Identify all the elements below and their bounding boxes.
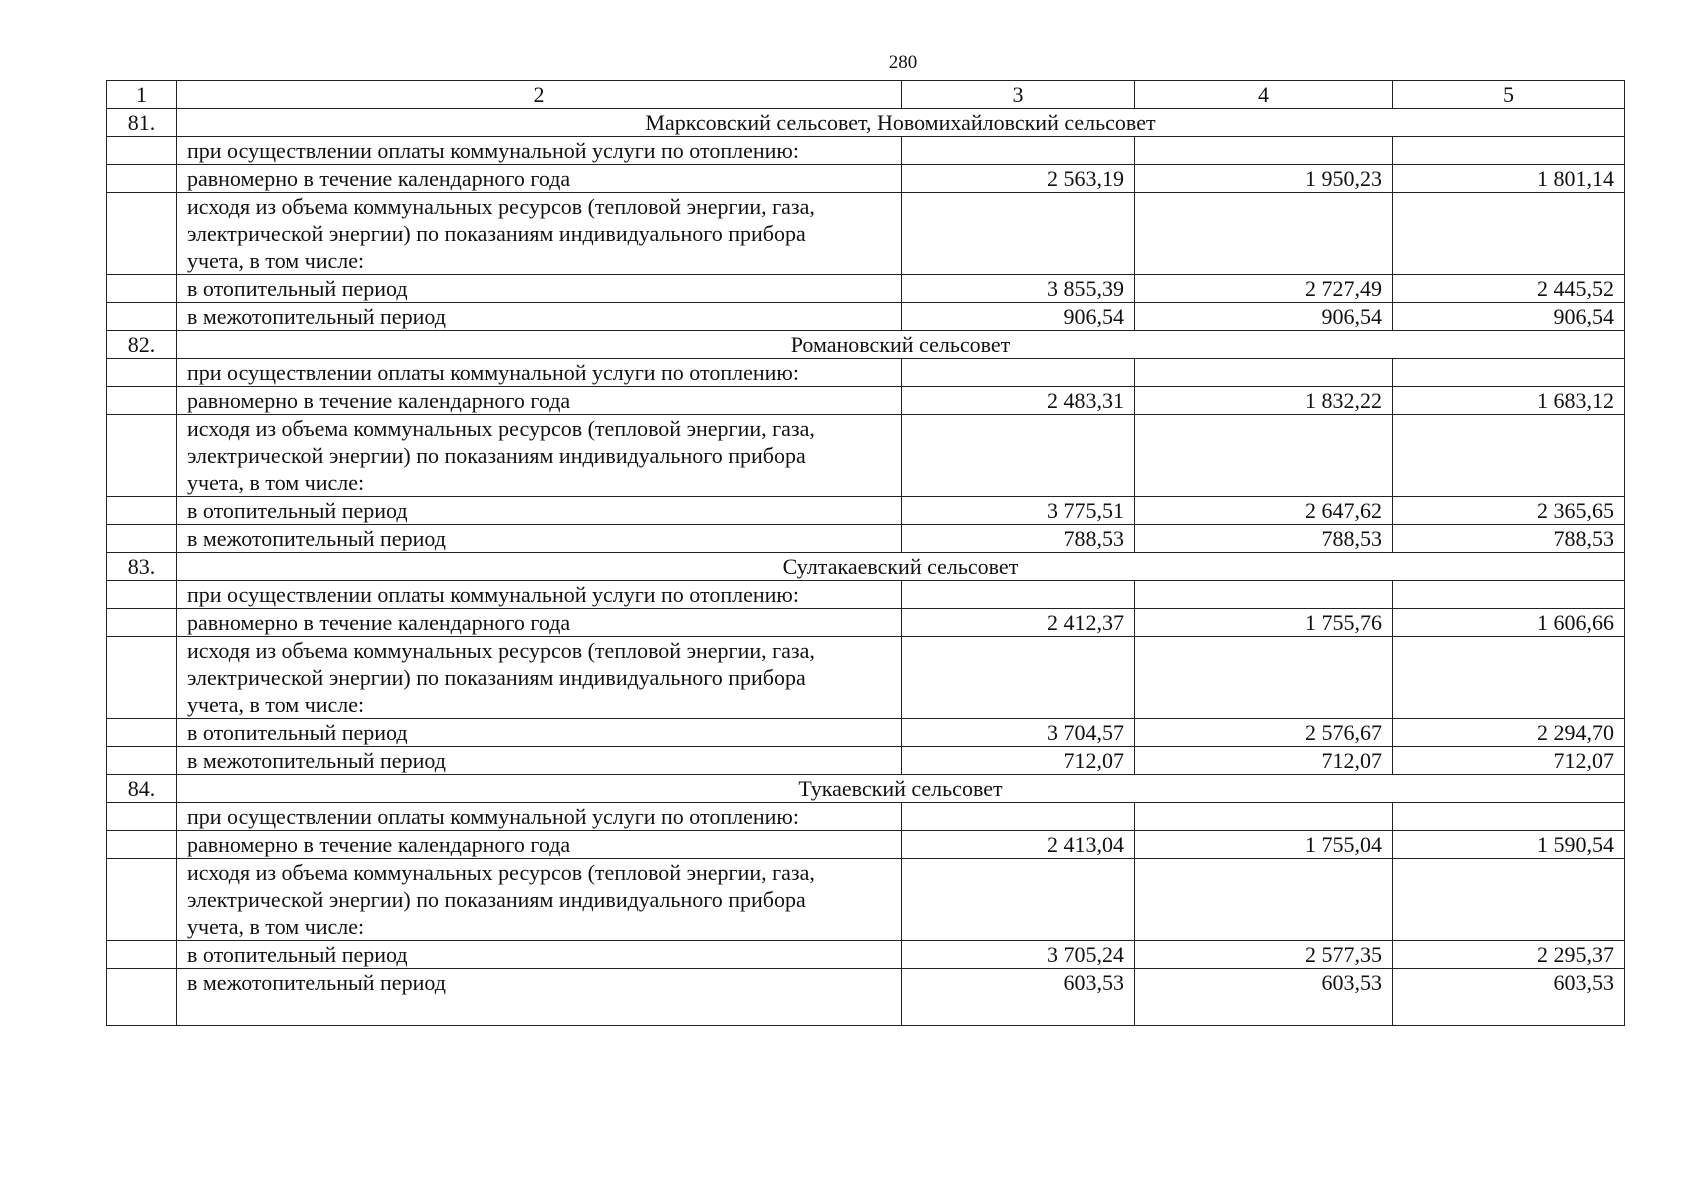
row-label: в отопительный период (177, 497, 902, 525)
row-label-line: электрической энергии) по показаниям индивидуального прибора (187, 887, 806, 912)
empty-cell (107, 415, 177, 497)
empty-cell (902, 415, 1135, 497)
table-row (107, 525, 1625, 553)
tariff-table (106, 80, 1625, 1026)
column-header-3: 3 (902, 81, 1135, 109)
empty-cell (902, 859, 1135, 941)
row-label-line: исходя из объема коммунальных ресурсов (тепловой энергии, газа, (187, 194, 815, 219)
empty-cell (107, 609, 177, 637)
section-row (107, 775, 1625, 803)
table-row (107, 415, 1625, 497)
value-cell: 712,07 (902, 747, 1135, 775)
value-cell: 906,54 (1393, 303, 1625, 331)
table-row (107, 165, 1625, 193)
table-row (107, 275, 1625, 303)
section-name: Тукаевский сельсовет (177, 775, 1625, 803)
empty-cell (107, 303, 177, 331)
row-label: в межотопительный период (177, 525, 902, 553)
empty-cell (107, 359, 177, 387)
table-row (107, 969, 1625, 1026)
table-row (107, 859, 1625, 941)
value-cell: 1 950,23 (1135, 165, 1393, 193)
value-cell: 712,07 (1135, 747, 1393, 775)
empty-cell (107, 941, 177, 969)
value-cell: 2 727,49 (1135, 275, 1393, 303)
table-row (107, 137, 1625, 165)
page-number: 280 (888, 52, 918, 73)
empty-cell (1135, 859, 1393, 941)
row-label: при осуществлении оплаты коммунальной услуги по отоплению: (177, 803, 902, 831)
value-cell: 788,53 (1393, 525, 1625, 553)
table-row (107, 637, 1625, 719)
value-cell: 1 755,04 (1135, 831, 1393, 859)
empty-cell (107, 497, 177, 525)
empty-cell (107, 165, 177, 193)
row-label-line: электрической энергии) по показаниям индивидуального прибора (187, 221, 806, 246)
value-cell: 2 563,19 (902, 165, 1135, 193)
row-label-line: исходя из объема коммунальных ресурсов (тепловой энергии, газа, (187, 638, 815, 663)
empty-cell (107, 581, 177, 609)
row-label: в отопительный период (177, 719, 902, 747)
empty-cell (902, 137, 1135, 165)
empty-cell (1135, 803, 1393, 831)
row-label: в межотопительный период (177, 969, 902, 1026)
column-header-2: 2 (177, 81, 902, 109)
empty-cell (107, 719, 177, 747)
section-row (107, 109, 1625, 137)
empty-cell (1135, 581, 1393, 609)
empty-cell (107, 637, 177, 719)
value-cell: 2 413,04 (902, 831, 1135, 859)
value-cell: 1 606,66 (1393, 609, 1625, 637)
empty-cell (107, 859, 177, 941)
section-row (107, 331, 1625, 359)
row-label-line: исходя из объема коммунальных ресурсов (тепловой энергии, газа, (187, 416, 815, 441)
empty-cell (1393, 137, 1625, 165)
value-cell: 3 704,57 (902, 719, 1135, 747)
row-label-line: электрической энергии) по показаниям индивидуального прибора (187, 443, 806, 468)
section-name: Марксовский сельсовет, Новомихайловский сельсовет (177, 109, 1625, 137)
row-label: равномерно в течение календарного года (177, 831, 902, 859)
table-row (107, 359, 1625, 387)
table-row (107, 497, 1625, 525)
empty-cell (1135, 637, 1393, 719)
value-cell: 2 295,37 (1393, 941, 1625, 969)
value-cell: 1 683,12 (1393, 387, 1625, 415)
value-cell: 788,53 (1135, 525, 1393, 553)
row-label-line: электрической энергии) по показаниям индивидуального прибора (187, 665, 806, 690)
empty-cell (1393, 193, 1625, 275)
empty-cell (107, 803, 177, 831)
value-cell: 1 832,22 (1135, 387, 1393, 415)
value-cell: 603,53 (1135, 969, 1393, 1026)
table-row (107, 303, 1625, 331)
row-label: в межотопительный период (177, 303, 902, 331)
empty-cell (1135, 415, 1393, 497)
value-cell: 2 365,65 (1393, 497, 1625, 525)
empty-cell (1393, 415, 1625, 497)
value-cell: 712,07 (1393, 747, 1625, 775)
table-row (107, 941, 1625, 969)
row-label (177, 859, 902, 941)
row-label-line: исходя из объема коммунальных ресурсов (тепловой энергии, газа, (187, 860, 815, 885)
value-cell: 603,53 (902, 969, 1135, 1026)
row-label (177, 637, 902, 719)
empty-cell (1393, 359, 1625, 387)
empty-cell (902, 637, 1135, 719)
table-row (107, 609, 1625, 637)
row-label: равномерно в течение календарного года (177, 165, 902, 193)
table-row (107, 747, 1625, 775)
empty-cell (1393, 581, 1625, 609)
value-cell: 1 755,76 (1135, 609, 1393, 637)
empty-cell (1135, 137, 1393, 165)
empty-cell (107, 525, 177, 553)
empty-cell (1135, 359, 1393, 387)
empty-cell (107, 137, 177, 165)
section-number: 83. (107, 553, 177, 581)
value-cell: 3 855,39 (902, 275, 1135, 303)
empty-cell (902, 581, 1135, 609)
header-row (107, 81, 1625, 109)
value-cell: 1 801,14 (1393, 165, 1625, 193)
empty-cell (107, 969, 177, 1026)
empty-cell (1393, 637, 1625, 719)
section-row (107, 553, 1625, 581)
table-row (107, 831, 1625, 859)
row-label-line: учета, в том числе: (187, 248, 365, 273)
empty-cell (1135, 193, 1393, 275)
value-cell: 906,54 (902, 303, 1135, 331)
value-cell: 2 576,67 (1135, 719, 1393, 747)
section-number: 81. (107, 109, 177, 137)
value-cell: 2 647,62 (1135, 497, 1393, 525)
row-label: в межотопительный период (177, 747, 902, 775)
column-header-4: 4 (1135, 81, 1393, 109)
empty-cell (107, 831, 177, 859)
table-row (107, 581, 1625, 609)
row-label-line: учета, в том числе: (187, 692, 365, 717)
value-cell: 603,53 (1393, 969, 1625, 1026)
empty-cell (1393, 803, 1625, 831)
empty-cell (107, 747, 177, 775)
table-row (107, 719, 1625, 747)
row-label (177, 415, 902, 497)
empty-cell (107, 387, 177, 415)
empty-cell (1393, 859, 1625, 941)
column-header-1: 1 (107, 81, 177, 109)
value-cell: 2 445,52 (1393, 275, 1625, 303)
empty-cell (902, 803, 1135, 831)
section-name: Романовский сельсовет (177, 331, 1625, 359)
value-cell: 2 483,31 (902, 387, 1135, 415)
value-cell: 788,53 (902, 525, 1135, 553)
empty-cell (107, 275, 177, 303)
row-label: при осуществлении оплаты коммунальной услуги по отоплению: (177, 359, 902, 387)
empty-cell (902, 193, 1135, 275)
value-cell: 3 775,51 (902, 497, 1135, 525)
value-cell: 3 705,24 (902, 941, 1135, 969)
row-label: равномерно в течение календарного года (177, 387, 902, 415)
value-cell: 2 294,70 (1393, 719, 1625, 747)
row-label (177, 193, 902, 275)
section-name: Султакаевский сельсовет (177, 553, 1625, 581)
row-label-line: учета, в том числе: (187, 470, 365, 495)
section-number: 82. (107, 331, 177, 359)
row-label: равномерно в течение календарного года (177, 609, 902, 637)
row-label: в отопительный период (177, 275, 902, 303)
value-cell: 2 412,37 (902, 609, 1135, 637)
column-header-5: 5 (1393, 81, 1625, 109)
row-label: при осуществлении оплаты коммунальной услуги по отоплению: (177, 137, 902, 165)
table-row (107, 193, 1625, 275)
empty-cell (107, 193, 177, 275)
value-cell: 906,54 (1135, 303, 1393, 331)
row-label-line: учета, в том числе: (187, 914, 365, 939)
value-cell: 1 590,54 (1393, 831, 1625, 859)
section-number: 84. (107, 775, 177, 803)
table-row (107, 387, 1625, 415)
value-cell: 2 577,35 (1135, 941, 1393, 969)
table-row (107, 803, 1625, 831)
row-label: при осуществлении оплаты коммунальной услуги по отоплению: (177, 581, 902, 609)
empty-cell (902, 359, 1135, 387)
row-label: в отопительный период (177, 941, 902, 969)
